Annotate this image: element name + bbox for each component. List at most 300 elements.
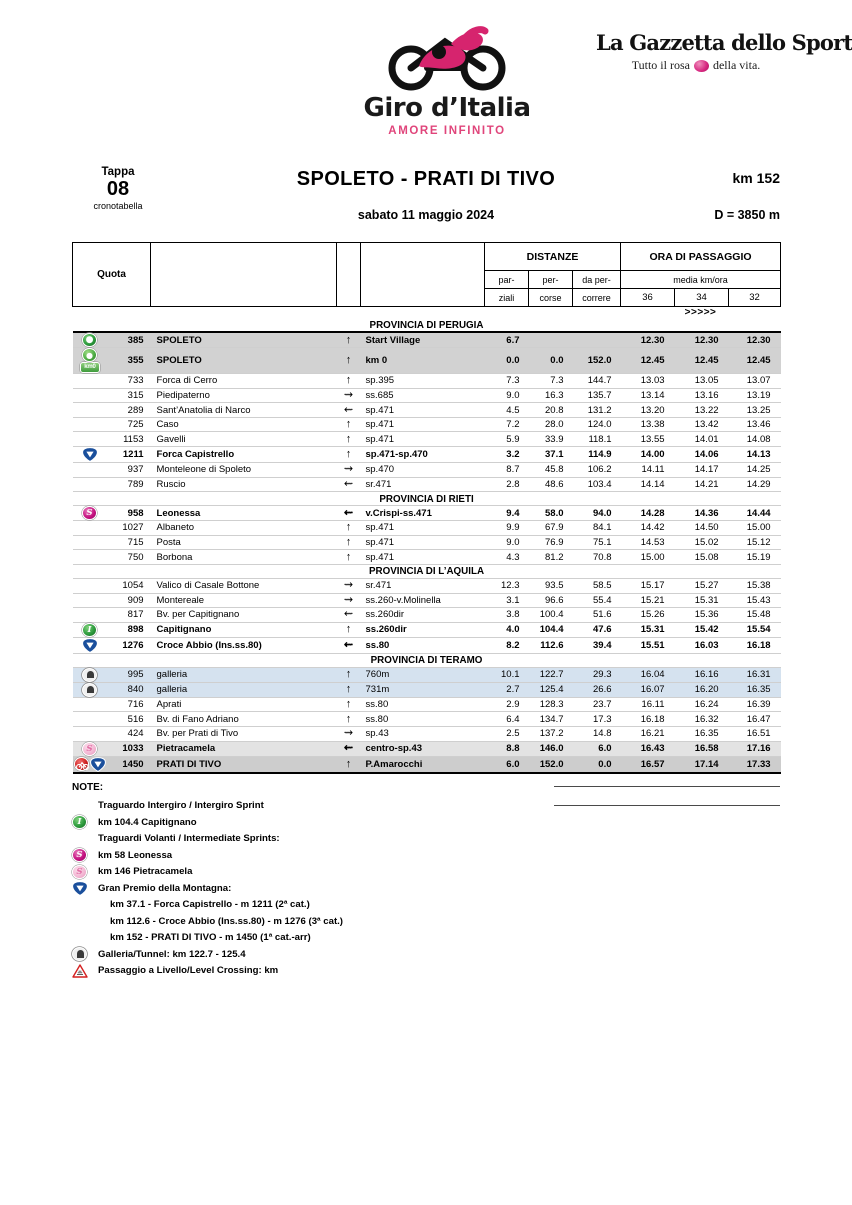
row-icon-cell: [73, 726, 107, 741]
stage-date: sabato 11 maggio 2024: [357, 208, 495, 222]
row-dapercorrere: 114.9: [573, 446, 621, 462]
note-text: Gran Premio della Montagna:: [98, 882, 232, 894]
note-item: [72, 831, 780, 848]
row-dapercorrere: 51.6: [573, 608, 621, 623]
row-percorse: 112.6: [529, 637, 573, 653]
row-road: sp.471: [361, 417, 485, 432]
note-text: km 104.4 Capitignano: [98, 816, 197, 828]
row-time-36: 14.11: [621, 462, 675, 477]
table-row: [73, 432, 781, 447]
row-parziali: 3.2: [485, 446, 529, 462]
row-parziali: 8.8: [485, 741, 529, 756]
row-locality: Gavelli: [151, 432, 337, 447]
row-locality: Croce Abbio (Ins.ss.80): [151, 637, 337, 653]
row-quota: 716: [107, 697, 151, 712]
row-parziali: 12.3: [485, 578, 529, 593]
pink-circle-icon: [694, 60, 709, 72]
arrow-straight-icon: ↑: [345, 536, 352, 549]
note-icon: [72, 815, 98, 829]
row-quota: 1153: [107, 432, 151, 447]
notes-title: NOTE:: [72, 781, 104, 793]
table-head: [73, 243, 781, 319]
row-icon-cell: [73, 741, 107, 756]
row-percorse: 28.0: [529, 417, 573, 432]
province-header-row: [73, 564, 781, 578]
km0-tag-icon: km0: [80, 362, 99, 373]
row-time-36: 16.21: [621, 726, 675, 741]
row-parziali: 2.9: [485, 697, 529, 712]
row-time-32: 13.07: [729, 374, 781, 389]
arrow-left-turn-icon: ⇜: [343, 477, 354, 490]
row-dapercorrere: 131.2: [573, 403, 621, 418]
row-icon-cell: [73, 388, 107, 403]
row-time-32: 14.44: [729, 506, 781, 521]
row-locality: Bv. per Capitignano: [151, 608, 337, 623]
arrow-straight-icon: ↑: [345, 447, 352, 460]
row-percorse: 134.7: [529, 712, 573, 727]
row-icon-cell: [73, 521, 107, 536]
row-locality: Pietracamela: [151, 741, 337, 756]
row-locality: Montereale: [151, 593, 337, 608]
stage-title-block: [0, 166, 852, 228]
table-row: [73, 348, 781, 374]
row-road: sr.471: [361, 477, 485, 492]
row-percorse: 45.8: [529, 462, 573, 477]
row-percorse: 152.0: [529, 756, 573, 773]
row-dapercorrere: 0.0: [573, 756, 621, 773]
row-time-34: 15.36: [675, 608, 729, 623]
row-road: sp.470: [361, 462, 485, 477]
gazzetta-tagline: [596, 58, 796, 73]
row-quota: 750: [107, 550, 151, 565]
gpm-mountain-icon: [72, 881, 88, 896]
row-icon-cell: [73, 756, 107, 773]
row-icon-cell: [73, 403, 107, 418]
row-road: ss.685: [361, 388, 485, 403]
arrow-straight-icon: ↑: [345, 418, 352, 431]
row-parziali: 0.0: [485, 348, 529, 374]
row-time-32: 15.12: [729, 535, 781, 550]
notes-section: [72, 782, 780, 980]
row-percorse: 128.3: [529, 697, 573, 712]
row-icon-cell: [73, 477, 107, 492]
row-road: ss.80: [361, 697, 485, 712]
row-road: Start Village: [361, 332, 485, 348]
note-icon: [72, 947, 98, 961]
row-parziali: 3.1: [485, 593, 529, 608]
row-percorse: 104.4: [529, 622, 573, 637]
intergiro-icon: I: [82, 623, 97, 637]
row-direction: [337, 521, 361, 536]
table-row: [73, 741, 781, 756]
row-time-36: 13.20: [621, 403, 675, 418]
row-direction: [337, 593, 361, 608]
row-locality: Valico di Casale Bottone: [151, 578, 337, 593]
arrow-straight-icon: ↑: [345, 698, 352, 711]
row-percorse: 146.0: [529, 741, 573, 756]
note-text: Traguardo Intergiro / Intergiro Sprint: [98, 800, 264, 812]
signature-line-2: [554, 805, 780, 806]
row-direction: [337, 535, 361, 550]
giro-cyclist-icon: [367, 22, 527, 94]
col-header-percorse-2: corse: [529, 289, 573, 307]
row-dapercorrere: 75.1: [573, 535, 621, 550]
table-header-arrows-row: [73, 307, 781, 319]
row-road: v.Crispi-ss.471: [361, 506, 485, 521]
row-quota: 1450: [107, 756, 151, 773]
note-icon: [72, 881, 98, 896]
row-locality: Borbona: [151, 550, 337, 565]
row-time-34: 16.32: [675, 712, 729, 727]
tunnel-icon: [72, 947, 87, 961]
row-time-32: 14.25: [729, 462, 781, 477]
row-icon-cell: [73, 712, 107, 727]
row-road: 760m: [361, 667, 485, 682]
row-icon-cell: [73, 348, 107, 374]
province-header-row: [73, 653, 781, 667]
row-time-36: 16.07: [621, 682, 675, 697]
row-road: sp.43: [361, 726, 485, 741]
table-row: [73, 637, 781, 653]
arrow-right-turn-icon: ⇝: [343, 579, 354, 592]
intermediate-sprint-icon: S: [82, 506, 97, 520]
row-percorse: 93.5: [529, 578, 573, 593]
row-road: ss.260-v.Molinella: [361, 593, 485, 608]
note-item: [72, 864, 780, 881]
table-row: [73, 388, 781, 403]
row-quota: 733: [107, 374, 151, 389]
row-time-32: 17.33: [729, 756, 781, 773]
row-direction: [337, 726, 361, 741]
row-time-36: 15.26: [621, 608, 675, 623]
row-time-32: 14.08: [729, 432, 781, 447]
row-dapercorrere: 103.4: [573, 477, 621, 492]
row-time-34: 13.22: [675, 403, 729, 418]
row-time-32: 15.38: [729, 578, 781, 593]
row-parziali: 2.5: [485, 726, 529, 741]
tappa-label: Tappa: [101, 166, 135, 178]
note-icon: [72, 964, 98, 978]
table-row: [73, 477, 781, 492]
level-crossing-icon: [72, 964, 88, 978]
stage-distance: km 152: [732, 170, 780, 186]
note-text: km 37.1 - Forca Capistrello - m 1211 (2ª cat.): [110, 899, 310, 911]
table-row: [73, 667, 781, 682]
row-quota: 725: [107, 417, 151, 432]
row-road: ss.260dir: [361, 622, 485, 637]
row-time-32: 14.29: [729, 477, 781, 492]
row-percorse: 0.0: [529, 348, 573, 374]
gazzetta-tagline-before: Tutto il rosa: [631, 58, 690, 72]
note-text: Traguardi Volanti / Intermediate Sprints:: [98, 833, 280, 845]
row-time-32: 16.39: [729, 697, 781, 712]
row-direction: [337, 608, 361, 623]
row-time-32: 16.18: [729, 637, 781, 653]
row-locality: galleria: [151, 667, 337, 682]
arrow-straight-icon: ↑: [345, 550, 352, 563]
row-direction: [337, 756, 361, 773]
note-icon: [72, 848, 98, 862]
row-road: sp.471: [361, 521, 485, 536]
row-quota: 1276: [107, 637, 151, 653]
table-body: [73, 318, 781, 773]
arrow-right-turn-icon: ⇝: [343, 463, 354, 476]
row-locality: PRATI DI TIVO: [151, 756, 337, 773]
row-icon-cell: [73, 578, 107, 593]
col-header-distanze: DISTANZE: [485, 243, 621, 271]
table-row: [73, 374, 781, 389]
row-dapercorrere: 6.0: [573, 741, 621, 756]
row-time-34: 14.36: [675, 506, 729, 521]
col-header-percorse-1: per-: [529, 271, 573, 289]
row-icon-cell: [73, 462, 107, 477]
row-time-36: 13.14: [621, 388, 675, 403]
row-icon-cell: [73, 432, 107, 447]
row-time-32: 15.00: [729, 521, 781, 536]
row-direction: [337, 446, 361, 462]
arrow-straight-icon: ↑: [345, 374, 352, 387]
row-dapercorrere: 14.8: [573, 726, 621, 741]
col-header-speed-36: 36: [621, 289, 675, 307]
note-item: [72, 913, 780, 930]
row-quota: 1027: [107, 521, 151, 536]
row-percorse: 125.4: [529, 682, 573, 697]
row-direction: [337, 417, 361, 432]
row-percorse: 137.2: [529, 726, 573, 741]
row-locality: Caso: [151, 417, 337, 432]
row-icon-cell: [73, 608, 107, 623]
row-time-36: 14.28: [621, 506, 675, 521]
row-icon-cell: [73, 417, 107, 432]
row-time-36: 16.18: [621, 712, 675, 727]
intermediate-sprint-pale-icon: S: [72, 865, 87, 879]
note-text: km 58 Leonessa: [98, 849, 173, 861]
arrow-straight-icon: ↑: [345, 521, 352, 534]
table-row: [73, 726, 781, 741]
row-time-32: 12.30: [729, 332, 781, 348]
row-direction: [337, 348, 361, 374]
row-time-36: 16.04: [621, 667, 675, 682]
row-icon-cell: [73, 374, 107, 389]
province-header-row: [73, 318, 781, 332]
row-direction: [337, 697, 361, 712]
row-locality: Bv. per Prati di Tivo: [151, 726, 337, 741]
tunnel-icon: [82, 683, 97, 697]
gpm-mountain-icon: [90, 757, 106, 772]
row-direction: [337, 374, 361, 389]
row-parziali: 6.7: [485, 332, 529, 348]
note-item: [72, 880, 780, 897]
table-row: [73, 521, 781, 536]
table-row: [73, 332, 781, 348]
row-quota: 958: [107, 506, 151, 521]
header-logos: [0, 0, 852, 160]
page-title: SPOLETO - PRATI DI TIVO: [296, 168, 556, 190]
row-time-34: 14.01: [675, 432, 729, 447]
row-dapercorrere: 152.0: [573, 348, 621, 374]
gazzetta-wordmark: La Gazzetta dello Sport: [596, 30, 852, 55]
row-direction: [337, 622, 361, 637]
row-parziali: 2.8: [485, 477, 529, 492]
note-item: [72, 930, 780, 947]
province-label: PROVINCIA DI RIETI: [379, 493, 474, 505]
col-header-dapercorrere-2: correre: [573, 289, 621, 307]
row-time-36: 15.51: [621, 637, 675, 653]
row-icon-cell: [73, 667, 107, 682]
row-parziali: 9.0: [485, 535, 529, 550]
note-item: [72, 963, 780, 980]
col-header-dapercorrere-1: da per-: [573, 271, 621, 289]
stage-elevation-gain: D = 3850 m: [714, 208, 780, 222]
row-time-36: 16.43: [621, 741, 675, 756]
row-locality: Sant’Anatolia di Narco: [151, 403, 337, 418]
row-direction: [337, 637, 361, 653]
row-direction: [337, 432, 361, 447]
row-parziali: 8.2: [485, 637, 529, 653]
row-road: sp.471: [361, 550, 485, 565]
arrows-spacer: [73, 307, 621, 319]
notes-list: [72, 798, 780, 980]
row-time-34: 16.58: [675, 741, 729, 756]
row-time-34: 17.14: [675, 756, 729, 773]
row-locality: Capitignano: [151, 622, 337, 637]
arrow-right-turn-icon: ⇝: [343, 727, 354, 740]
row-time-34: 12.30: [675, 332, 729, 348]
row-direction: [337, 462, 361, 477]
row-locality: Ruscio: [151, 477, 337, 492]
row-dapercorrere: 29.3: [573, 667, 621, 682]
row-quota: 995: [107, 667, 151, 682]
row-parziali: 4.0: [485, 622, 529, 637]
row-percorse: 96.6: [529, 593, 573, 608]
row-locality: SPOLETO: [151, 332, 337, 348]
row-dapercorrere: 55.4: [573, 593, 621, 608]
gazzetta-tagline-after: della vita.: [712, 58, 761, 72]
row-quota: 909: [107, 593, 151, 608]
row-time-32: 16.35: [729, 682, 781, 697]
row-icon-cell: [73, 697, 107, 712]
row-icon-cell: [73, 682, 107, 697]
row-quota: 516: [107, 712, 151, 727]
row-locality: Bv. di Fano Adriano: [151, 712, 337, 727]
row-quota: 1054: [107, 578, 151, 593]
cronotabella-table: [72, 242, 781, 774]
row-icon-cell: [73, 550, 107, 565]
table-row: [73, 697, 781, 712]
row-road: sp.395: [361, 374, 485, 389]
row-direction: [337, 403, 361, 418]
row-quota: 315: [107, 388, 151, 403]
arrow-straight-icon: ↑: [345, 683, 352, 696]
row-quota: 789: [107, 477, 151, 492]
note-item: [72, 897, 780, 914]
row-road: 731m: [361, 682, 485, 697]
gpm-mountain-icon: [82, 638, 98, 653]
intergiro-icon: I: [72, 815, 87, 829]
row-quota: 385: [107, 332, 151, 348]
row-direction: [337, 550, 361, 565]
table-row: [73, 462, 781, 477]
table-row: [73, 756, 781, 773]
row-dapercorrere: 94.0: [573, 506, 621, 521]
arrow-right-turn-icon: ⇝: [343, 593, 354, 606]
row-percorse: 67.9: [529, 521, 573, 536]
row-dapercorrere: 23.7: [573, 697, 621, 712]
row-time-34: 16.24: [675, 697, 729, 712]
row-locality: Forca di Cerro: [151, 374, 337, 389]
gazzetta-logo: [596, 30, 852, 73]
row-dapercorrere: 118.1: [573, 432, 621, 447]
row-road: P.Amarocchi: [361, 756, 485, 773]
row-time-36: 16.57: [621, 756, 675, 773]
row-locality: Monteleone di Spoleto: [151, 462, 337, 477]
row-time-32: 13.19: [729, 388, 781, 403]
row-time-36: 13.03: [621, 374, 675, 389]
note-icon: [72, 865, 98, 879]
row-parziali: 4.3: [485, 550, 529, 565]
row-road: centro-sp.43: [361, 741, 485, 756]
row-time-36: 15.31: [621, 622, 675, 637]
row-time-34: 14.06: [675, 446, 729, 462]
row-percorse: 100.4: [529, 608, 573, 623]
tunnel-icon: [82, 668, 97, 682]
row-time-34: 16.16: [675, 667, 729, 682]
row-time-34: 13.16: [675, 388, 729, 403]
row-dapercorrere: 39.4: [573, 637, 621, 653]
note-text: km 152 - PRATI DI TIVO - m 1450 (1ª cat.-arr): [110, 932, 311, 944]
row-time-32: 13.25: [729, 403, 781, 418]
row-parziali: 9.0: [485, 388, 529, 403]
table-row: [73, 403, 781, 418]
row-direction: [337, 506, 361, 521]
arrow-right-turn-icon: ⇝: [343, 388, 354, 401]
arrow-straight-icon: ↑: [345, 757, 352, 770]
row-parziali: 6.4: [485, 712, 529, 727]
note-text: km 112.6 - Croce Abbio (Ins.ss.80) - m 1276 (3ª cat.): [110, 915, 344, 927]
col-header-quota: Quota: [73, 243, 151, 307]
start-village-icon: ●: [82, 333, 97, 347]
row-percorse: 37.1: [529, 446, 573, 462]
arrow-straight-icon: ↑: [345, 712, 352, 725]
row-icon-cell: [73, 446, 107, 462]
note-item: [72, 847, 780, 864]
signature-lines: [554, 786, 780, 824]
table-row: [73, 506, 781, 521]
province-header-row: [73, 492, 781, 506]
note-text: Galleria/Tunnel: km 122.7 - 125.4: [98, 948, 246, 960]
row-quota: 898: [107, 622, 151, 637]
row-time-32: 12.45: [729, 348, 781, 374]
row-percorse: 33.9: [529, 432, 573, 447]
row-dapercorrere: 47.6: [573, 622, 621, 637]
row-quota: 937: [107, 462, 151, 477]
table-row: [73, 622, 781, 637]
row-parziali: 7.3: [485, 374, 529, 389]
table-header-row-1: [73, 243, 781, 271]
arrow-straight-icon: ↑: [345, 668, 352, 681]
col-header-parziali-2: ziali: [485, 289, 529, 307]
province-label: PROVINCIA DI L’AQUILA: [369, 566, 485, 578]
row-time-36: 14.53: [621, 535, 675, 550]
arrow-left-turn-icon: ⇜: [343, 506, 354, 519]
row-time-34: 16.20: [675, 682, 729, 697]
row-time-32: 15.19: [729, 550, 781, 565]
row-time-34: 15.31: [675, 593, 729, 608]
row-icon-cell: [73, 332, 107, 348]
row-direction: [337, 682, 361, 697]
row-time-34: 15.08: [675, 550, 729, 565]
row-time-34: 15.02: [675, 535, 729, 550]
